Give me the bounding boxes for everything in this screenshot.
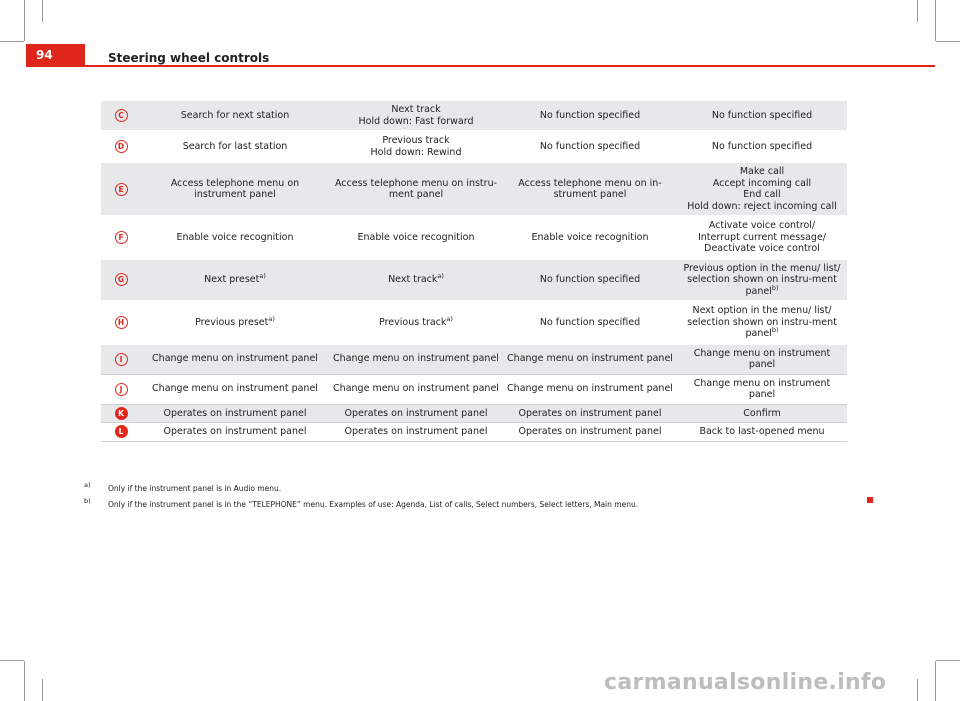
crop-mark xyxy=(935,0,936,41)
table-row xyxy=(101,423,847,442)
key-cell xyxy=(101,131,141,162)
table-cell xyxy=(329,344,503,375)
footnote-ref: a) xyxy=(437,271,444,280)
table-row xyxy=(101,259,847,302)
table-cell xyxy=(141,259,329,302)
cell-text: Back to last-opened menu xyxy=(699,426,825,437)
table-cell xyxy=(503,404,677,423)
cell-text: Previous track xyxy=(379,316,447,328)
key-cell xyxy=(101,216,141,259)
table-cell xyxy=(329,216,503,259)
table-cell xyxy=(677,131,847,162)
cell-text: Next track xyxy=(388,274,438,285)
table-cell xyxy=(329,301,503,344)
cell-text: No function specified xyxy=(539,109,641,121)
page-number: 94 xyxy=(26,44,85,66)
table-cell xyxy=(141,131,329,162)
cell-text: Previous preset xyxy=(195,316,269,328)
cell-text: Operates on instrument panel xyxy=(163,407,307,419)
key-badge: E xyxy=(115,183,128,196)
table-cell xyxy=(329,404,503,423)
controls-table xyxy=(101,101,847,442)
cell-text: Change menu on instrument panel xyxy=(693,347,831,370)
crop-mark xyxy=(917,0,918,22)
table-cell xyxy=(329,162,503,216)
footnote-ref: b) xyxy=(771,325,779,334)
cell-text: Change menu on instrument panel xyxy=(507,383,673,395)
cell-text: Change menu on instrument panel xyxy=(507,353,673,365)
table-cell xyxy=(677,301,847,344)
table-cell xyxy=(677,162,847,216)
key-cell xyxy=(101,374,141,404)
cell-text: Change menu on instrument panel xyxy=(333,353,499,365)
table-cell xyxy=(141,423,329,442)
table-cell xyxy=(503,216,677,259)
crop-mark xyxy=(936,660,960,661)
crop-mark xyxy=(42,679,43,701)
footnote-mark: b) xyxy=(84,497,91,505)
crop-mark xyxy=(935,661,936,701)
page-title: Steering wheel controls xyxy=(108,51,270,65)
crop-mark xyxy=(24,0,25,41)
footnote-ref: a) xyxy=(268,314,275,323)
table-cell xyxy=(677,423,847,442)
table-row xyxy=(101,101,847,131)
cell-text: Make call Accept incoming call End call Hold down: reject incoming call xyxy=(687,166,837,212)
table-cell xyxy=(329,131,503,162)
cell-text: No function specified xyxy=(711,109,813,121)
cell-text: No function specified xyxy=(539,140,641,152)
table-cell xyxy=(677,101,847,131)
crop-mark xyxy=(0,41,24,42)
key-badge: C xyxy=(115,109,128,122)
key-cell xyxy=(101,404,141,423)
cell-text: Search for last station xyxy=(182,140,288,152)
table-cell xyxy=(329,259,503,302)
table-cell xyxy=(141,101,329,131)
cell-text: Confirm xyxy=(743,407,781,419)
cell-text: Previous option in the menu/ list/ selection shown on instru-ment panel xyxy=(683,262,841,297)
key-badge: H xyxy=(115,316,128,329)
table-cell xyxy=(329,423,503,442)
cell-text: Previous track Hold down: Rewind xyxy=(370,135,462,158)
table-cell xyxy=(503,131,677,162)
cell-text: Operates on instrument panel xyxy=(344,407,488,419)
key-cell xyxy=(101,162,141,216)
footnote-a xyxy=(84,481,282,493)
table-cell xyxy=(329,101,503,131)
footnote-text: Only if the instrument panel is in Audio menu. xyxy=(108,484,282,493)
cell-text: Operates on instrument panel xyxy=(344,426,488,437)
header-rule xyxy=(26,65,935,67)
key-badge: J xyxy=(115,383,128,396)
table-cell xyxy=(141,162,329,216)
cell-text: Access telephone menu on instru-ment panel xyxy=(334,177,498,200)
table-row xyxy=(101,404,847,423)
cell-text: Access telephone menu on instrument panel xyxy=(170,177,300,200)
table-cell xyxy=(141,216,329,259)
key-badge: G xyxy=(115,273,128,286)
table-cell xyxy=(141,344,329,375)
cell-text: Change menu on instrument panel xyxy=(152,383,318,395)
table-cell xyxy=(503,101,677,131)
crop-mark xyxy=(24,661,25,701)
key-cell xyxy=(101,301,141,344)
cell-text: Enable voice recognition xyxy=(176,231,294,243)
key-cell xyxy=(101,423,141,442)
key-badge: I xyxy=(115,353,128,366)
table-cell xyxy=(677,216,847,259)
table-cell xyxy=(141,301,329,344)
cell-text: Change menu on instrument panel xyxy=(152,353,318,365)
key-cell xyxy=(101,344,141,375)
footnote-ref: a) xyxy=(446,314,453,323)
table-cell xyxy=(503,344,677,375)
cell-text: Access telephone menu on in-strument panel xyxy=(518,177,662,200)
key-badge: D xyxy=(115,140,128,153)
cell-text: No function specified xyxy=(539,274,641,285)
crop-mark xyxy=(0,660,24,661)
cell-text: Next preset xyxy=(204,274,260,285)
cell-text: Next track Hold down: Fast forward xyxy=(358,104,474,127)
cell-text: Change menu on instrument panel xyxy=(693,377,831,400)
section-end-marker xyxy=(867,497,873,503)
cell-text: Search for next station xyxy=(180,109,290,121)
table-row xyxy=(101,344,847,375)
cell-text: Change menu on instrument panel xyxy=(333,383,499,395)
table-cell xyxy=(503,374,677,404)
footnote-ref: a) xyxy=(259,271,266,280)
cell-text: Enable voice recognition xyxy=(357,231,475,243)
table-row xyxy=(101,374,847,404)
crop-mark xyxy=(936,41,960,42)
watermark: carmanualsonline.info xyxy=(604,670,887,695)
key-cell xyxy=(101,101,141,131)
table-cell xyxy=(677,259,847,302)
table-cell xyxy=(677,344,847,375)
cell-text: Enable voice recognition xyxy=(531,231,649,243)
table-cell xyxy=(141,404,329,423)
footnote-ref: b) xyxy=(771,283,779,292)
cell-text: Operates on instrument panel xyxy=(163,426,307,437)
crop-mark xyxy=(42,0,43,22)
crop-mark xyxy=(917,679,918,701)
table-row xyxy=(101,131,847,162)
table-row xyxy=(101,301,847,344)
cell-text: Operates on instrument panel xyxy=(518,407,662,419)
footnote-b xyxy=(84,497,639,509)
cell-text: No function specified xyxy=(711,140,813,152)
table-cell xyxy=(677,404,847,423)
table-cell xyxy=(503,162,677,216)
key-badge: K xyxy=(115,407,128,420)
table-cell xyxy=(677,374,847,404)
controls-table-body xyxy=(101,101,847,441)
key-cell xyxy=(101,259,141,302)
cell-text: Next option in the menu/ list/ selection shown on instru-ment panel xyxy=(687,305,837,339)
table-cell xyxy=(329,374,503,404)
table-cell xyxy=(503,301,677,344)
footnote-mark: a) xyxy=(84,481,91,489)
table-row xyxy=(101,216,847,259)
cell-text: No function specified xyxy=(539,316,641,328)
table-cell xyxy=(503,423,677,442)
table-row xyxy=(101,162,847,216)
key-badge: L xyxy=(115,425,128,438)
cell-text: Activate voice control/ Interrupt current message/ Deactivate voice control xyxy=(697,220,827,254)
footnote-text: Only if the instrument panel is in the “TELEPHONE” menu. Examples of use: Agenda, List of calls, Select numbers, Select letters, Main menu. xyxy=(108,500,639,509)
cell-text: Operates on instrument panel xyxy=(518,426,662,437)
table-cell xyxy=(503,259,677,302)
key-badge: F xyxy=(115,231,128,244)
table-cell xyxy=(141,374,329,404)
